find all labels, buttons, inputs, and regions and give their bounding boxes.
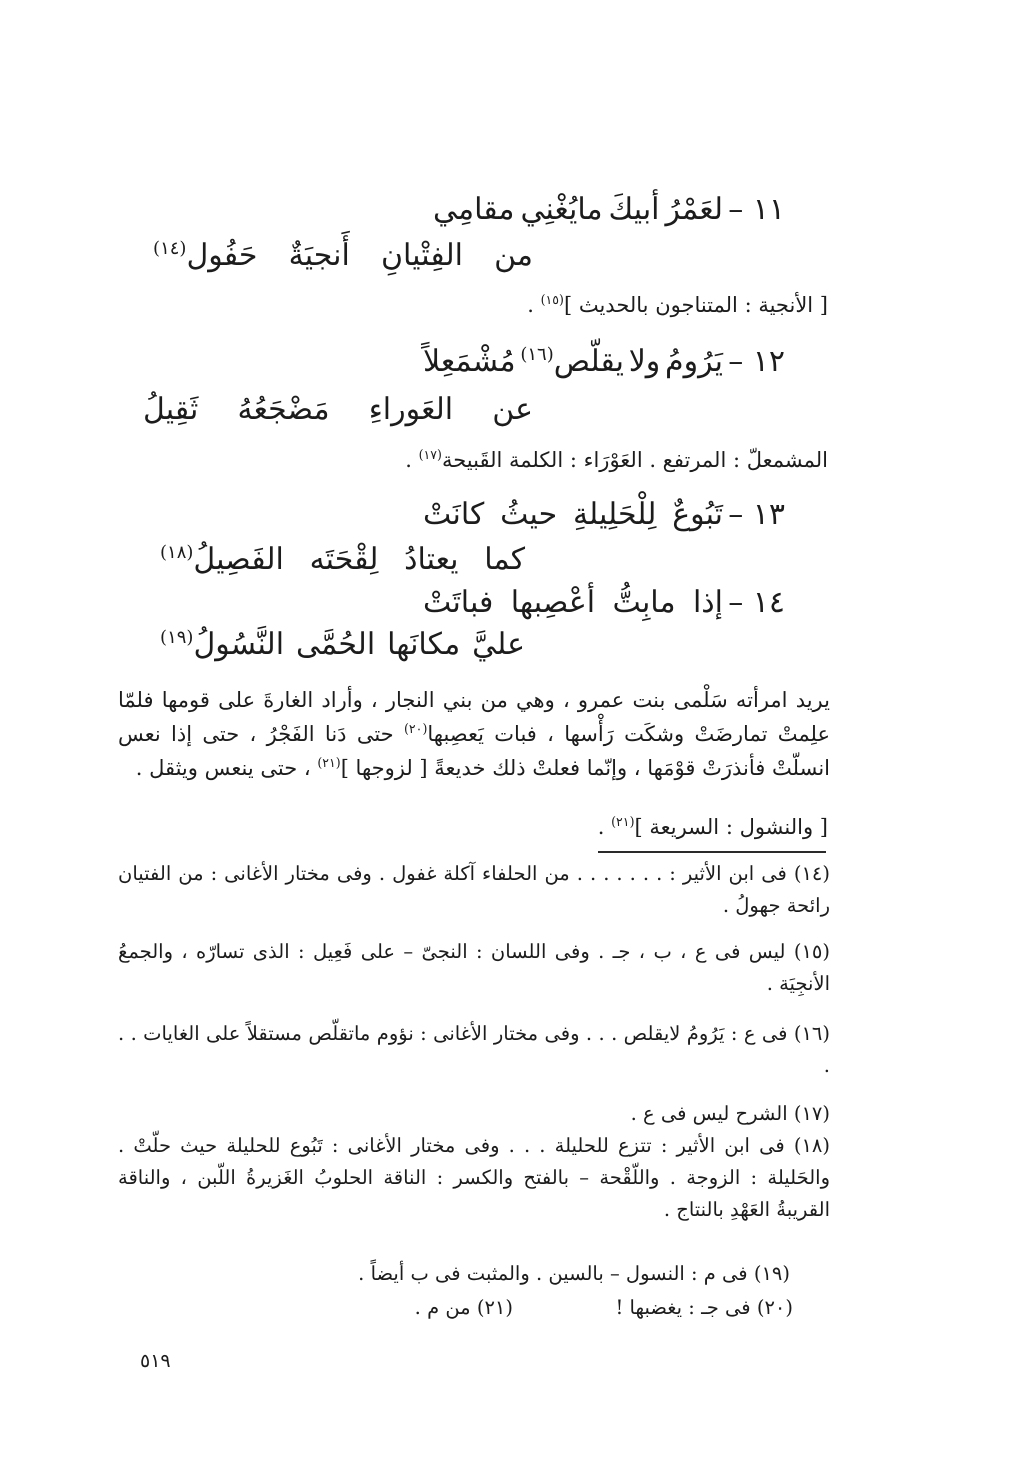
footnote: (٢٠) فى جـ : يغضبها ! [615, 1296, 793, 1319]
verse-word: مُشْمَعِلاً [423, 344, 516, 379]
verse-number: ١١ – [728, 192, 785, 227]
verse-word: أعْصِبها [510, 585, 596, 620]
verse-word: يقلّص$^{(١٦)}$ [520, 344, 624, 379]
commentary-last-line: [ والنشول : السريعة ]$^{(٢١)}$ . [597, 814, 828, 839]
verse-word: حيثُ [500, 497, 558, 532]
footnote-marker: (٢٠) [403, 721, 428, 736]
verse-word: مقامِي [433, 192, 515, 227]
verse-second-hemistich [143, 390, 533, 430]
verse-word: الحُمَّى [295, 627, 376, 662]
verse-word: أبيكَ [608, 192, 660, 227]
footnote: (١٧) الشرح ليس فى ع . [630, 1102, 830, 1125]
gloss-line: المشمعلّ : المرتفع . العَوْرَاء : الكلمة القَبيحة$^{(١٧)}$ . [405, 447, 828, 472]
verse-second-hemistich [160, 625, 525, 665]
footnote: (١٨) فى ابن الأثير : تتزع للحليلة . . . وفى مختار الأغانى : تَبُوع للحليلة حيث حلّتْ . والحَليلة : الزوجة . واللّقْحة – بالفتح والكسر : الناقة الحلوبُ الغَزيرةُ اللّبن ، والناقة القريبةُ العَهْدِ بالنتاج . [118, 1134, 830, 1221]
verse-word: من [494, 238, 533, 273]
verse-word: يَرُومُ [665, 344, 723, 379]
verse-word: إذا [692, 585, 723, 620]
verse-number: ١٤ – [728, 585, 785, 620]
verse-first-hemistich [433, 190, 723, 230]
verse-word: تَبُوعٌ [672, 497, 723, 532]
verse-word: عليَّ [472, 627, 525, 662]
verse-word: فباتَتْ [423, 585, 494, 620]
verse-word: النَّسُولُ$^{(١٩)}$ [160, 627, 285, 662]
verse-word: العَوراءِ [368, 392, 454, 427]
verse-word: الفَصِيلُ$^{(١٨)}$ [160, 542, 284, 577]
verse-word: مابِتُّ [612, 585, 676, 620]
footnote: (٢١) من م . [414, 1296, 513, 1319]
verse-first-hemistich [423, 342, 723, 382]
verse-word: عن [492, 392, 533, 427]
verse-word: حَفُول$^{(١٤)}$ [153, 238, 258, 273]
verse-word: ولا [628, 344, 661, 379]
verse-second-hemistich [160, 540, 525, 580]
verse-word: كما [484, 542, 525, 577]
verse-number: ١٢ – [728, 344, 785, 379]
footnote-marker: (١٤) [153, 238, 187, 259]
verse-word: لِلْحَلِيلةِ [572, 497, 657, 532]
footnote: (١٦) فى ع : يَرُومُ لايقلص . . . وفى مختار الأغانى : نؤوم ماتقلّص مستقلاً على الغايات . . . [118, 1022, 830, 1077]
verse-word: لِقْحَتَه [309, 542, 379, 577]
footnote-separator [598, 851, 826, 853]
footnote-marker: (١٩) [160, 627, 194, 648]
verse-word: يعتادُ [404, 542, 459, 577]
footnote-marker: (٢١) [317, 755, 341, 770]
footnote: (١٩) فى م : النسول – بالسين . والمثبت فى ب أيضاً . [358, 1262, 790, 1285]
verse-second-hemistich [153, 236, 533, 276]
footnote-marker: (١٧) [418, 447, 442, 462]
verse-word: مكانَها [387, 627, 461, 662]
verse-word: لعَمْرُ [665, 192, 723, 227]
page-number: ٥١٩ [140, 1350, 171, 1372]
verse-word: ثَقِيلُ [143, 392, 199, 427]
footnote-marker: (١٨) [160, 542, 194, 563]
footnote-marker: (١٦) [520, 344, 554, 365]
footnote-marker: (١٥) [540, 292, 564, 307]
footnote: (١٤) فى ابن الأثير : . . . . . . . من الحلفاء آكلة غفول . وفى مختار الأغانى : من الفتيان رائحة جهولُ . [118, 862, 830, 917]
verse-word: مَضْجَعُهُ [237, 392, 330, 427]
verse-word: مايُغْنِي [520, 192, 603, 227]
footnote: (١٥) ليس فى ع ، ب ، جـ . وفى اللسان : النجىّ – على فَعِيل : الذى تسارّه ، والجمعُ الأنجِيَة . [118, 940, 830, 995]
verse-first-hemistich [423, 495, 723, 535]
commentary-paragraph: يريد امرأته سَلْمى بنت عمرو ، وهي من بني النجار ، وأراد الغارةَ على قومها فلمّا علِمتْ تمارضَتْ وشكَت رَأْسها ، فبات يَعصِبها$^{(٢٠)}$ حتى دَنا الفَجْرُ ، حتى إذا نعس انسلّتْ فأنذرَتْ قوْمَها ، وإنّما فعلتْ ذلك خديعةً [ لزوجها ]$^{(٢١)}$ ، حتى ينعس ويثقل . [118, 688, 830, 780]
verse-first-hemistich [423, 583, 723, 623]
footnote-marker: (٢١) [611, 814, 635, 829]
verse-word: أَنجيَةٌ [288, 238, 350, 273]
verse-word: الفِتْيانِ [380, 238, 463, 273]
verse-number: ١٣ – [728, 497, 785, 532]
verse-word: كانَتْ [423, 497, 485, 532]
gloss-line: [ الأنجية : المتناجون بالحديث ]$^{(١٥)}$ . [527, 292, 828, 317]
